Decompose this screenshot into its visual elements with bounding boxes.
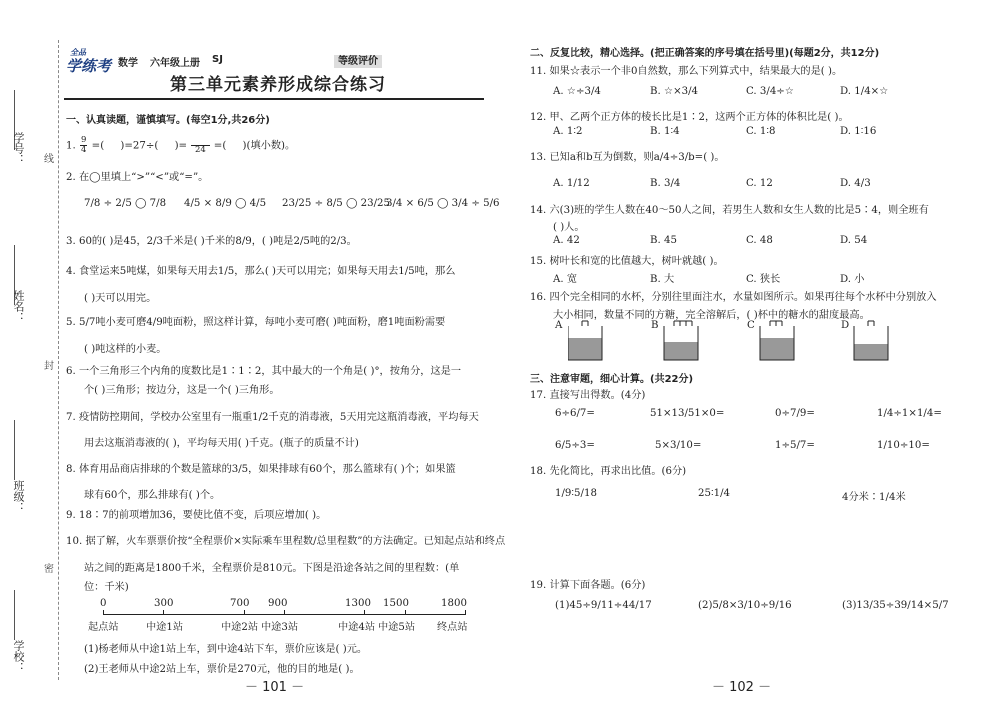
question-10-sub-1: (1)杨老师从中途1站上车，到中途4站下车，票价应该是( )元。	[84, 644, 368, 655]
q1-number: 1.	[66, 140, 76, 152]
q1-text-2: )=27÷(	[120, 140, 159, 152]
q13-option-b: B. 3/4	[650, 178, 681, 189]
question-19: 19. 计算下面各题。(6分)	[530, 580, 646, 591]
q2-item-2: 4/5 × 8/9 ◯ 4/5	[184, 198, 267, 209]
q17-item-3: 0÷7/9=	[775, 408, 815, 419]
q14-option-a: A. 42	[553, 235, 580, 246]
axis-tick	[405, 610, 406, 615]
question-4-line-2: ( )天可以用完。	[84, 293, 157, 304]
secret-mark: 密	[44, 564, 54, 575]
q11-option-a: A. ☆÷3/4	[553, 86, 601, 97]
station-4: 中途4站	[338, 622, 376, 633]
q11-option-d: D. 1/4×☆	[840, 86, 889, 97]
question-2	[66, 168, 208, 183]
q14-option-d: D. 54	[840, 235, 868, 246]
section-2-heading: 二、反复比较，精心选择。(把正确答案的序号填在括号里)(每题2分，共12分)	[530, 48, 880, 59]
q15-option-c: C. 狭长	[746, 274, 781, 285]
q1-text-5: )(填小数)。	[242, 140, 296, 152]
axis-tick	[284, 610, 285, 615]
q19-item-2: (2)5/8×3/10÷9/16	[698, 600, 792, 611]
q11-option-c: C. 3/4÷☆	[746, 86, 794, 97]
student-name-label: 姓名：	[12, 290, 25, 323]
beakers-figure	[568, 318, 908, 364]
question-14-line-1: 14. 六(3)班的学生人数在40～50人之间，若男生人数和女生人数的比是5∶4，则全班有	[530, 205, 929, 216]
question-11: 11. 如果☆表示一个非0自然数，那么下列算式中，结果最大的是( )。	[530, 66, 843, 77]
margin-line-4	[14, 590, 15, 640]
axis-num-700: 700	[230, 598, 250, 609]
question-10-sub-2: (2)王老师从中途2站上车，票价是270元，他的目的地是( )。	[84, 664, 360, 675]
q13-option-c: C. 12	[746, 178, 773, 189]
question-14-line-2: ( )人。	[553, 222, 585, 233]
q2-item-1: 7/8 ÷ 2/5 ◯ 7/8	[84, 198, 167, 209]
question-8-line-1: 8. 体育用品商店排球的个数是篮球的3/5，如果排球有60个，那么篮球有( )个；如果篮	[66, 464, 456, 475]
axis-num-1300: 1300	[345, 598, 371, 609]
station-start: 起点站	[88, 622, 119, 633]
question-6-line-2: 个( )三角形；按边分，这是一个( )三角形。	[84, 385, 280, 396]
station-end: 终点站	[437, 622, 468, 633]
question-10-line-2: 站之间的距离是1800千米，全程票价是810元。下图是沿途各站之间的里程数：(单	[84, 563, 460, 574]
q18-item-2: 25∶1/4	[698, 488, 731, 499]
header-subject: 数学	[118, 58, 138, 69]
question-5-line-2: ( )吨这样的小麦。	[84, 344, 167, 355]
q15-option-b: B. 大	[650, 274, 675, 285]
q1-fraction-2: 24	[191, 136, 209, 155]
question-8-line-2: 球有60个，那么排球有( )个。	[84, 490, 221, 501]
q1-fraction-1: $\frac{9}{4}$	[80, 135, 87, 155]
header-edition: SJ	[212, 54, 223, 65]
beaker-label-a: A	[555, 320, 563, 331]
station-2: 中途2站	[221, 622, 259, 633]
student-number-label: 学号：	[12, 132, 25, 165]
q17-item-2: 51×13/51×0=	[650, 408, 725, 419]
header-grade: 六年级上册	[150, 58, 200, 69]
logo: 学练考	[66, 57, 112, 75]
title-rule	[64, 98, 484, 100]
q1-text-4: =(	[213, 140, 227, 152]
page-number-right: － 102 －	[712, 680, 772, 695]
question-3: 3. 60的( )是45，2/3千米是( )千米的8/9，( )吨是2/5吨的2/3。	[66, 236, 357, 247]
question-10-line-3: 位：千米)	[84, 582, 129, 593]
question-15: 15. 树叶长和宽的比值越大，树叶就越( )。	[530, 256, 724, 267]
axis-num-0: 0	[100, 598, 107, 609]
question-12: 12. 甲、乙两个正方体的棱长比是1∶2，这两个正方体的体积比是( )。	[530, 112, 849, 123]
school-label: 学校：	[12, 640, 25, 673]
question-16-line-1: 16. 四个完全相同的水杯，分别往里面注水，水量如图所示。如果再往每个水杯中分别放入	[530, 292, 937, 303]
question-4-line-1: 4. 食堂运来5吨煤，如果每天用去1/5，那么( )天可以用完；如果每天用去1/5吨，那么	[66, 266, 456, 277]
axis-tick	[465, 610, 466, 615]
q13-option-d: D. 4/3	[840, 178, 871, 189]
axis-num-1800: 1800	[441, 598, 467, 609]
section-3-heading: 三、注意审题，细心计算。(共22分)	[530, 374, 694, 385]
station-5: 中途5站	[378, 622, 416, 633]
question-13: 13. 已知a和b互为倒数，则a/4÷3/b=( )。	[530, 152, 725, 163]
question-10-line-1: 10. 据了解，火车票票价按“全程票价×实际乘车里程数/总里程数”的方法确定。已知起点站和终点	[66, 536, 506, 547]
q14-option-b: B. 45	[650, 235, 677, 246]
q19-item-1: (1)45÷9/11÷44/17	[555, 600, 652, 611]
question-7-line-2: 用去这瓶消毒液的( )，平均每天用( )千克。(瓶子的质量不计)	[84, 438, 359, 449]
question-16-line-2: 大小相同，数量不同的方糖，完全溶解后，( )杯中的糖水的甜度最高。	[553, 310, 870, 321]
q12-option-d: D. 1∶16	[840, 126, 877, 137]
q2-text: 在◯里填上“>”“<”或“=”。	[78, 172, 209, 183]
q19-item-3: (3)13/35÷39/14×5/7	[842, 600, 949, 611]
q17-item-4: 1/4÷1×1/4=	[877, 408, 942, 419]
beaker-d	[854, 321, 888, 360]
q18-item-1: 1/9∶5/18	[555, 488, 597, 499]
cut-line-mark: 线	[44, 154, 54, 165]
question-18: 18. 先化简比，再求出比值。(6分)	[530, 466, 687, 477]
axis-num-900: 900	[268, 598, 288, 609]
q2-item-3: 23/25 ÷ 8/5 ◯ 23/25	[282, 198, 391, 209]
cut-dashed-line	[58, 40, 59, 680]
q17-item-6: 5×3/10=	[655, 440, 702, 451]
question-17: 17. 直接写出得数。(4分)	[530, 390, 646, 401]
q15-option-a: A. 宽	[553, 274, 578, 285]
q17-item-8: 1/10÷10=	[877, 440, 930, 451]
q1-text-1: =(	[91, 140, 105, 152]
q1-text-3: )=	[174, 140, 188, 152]
beaker-b	[664, 321, 698, 360]
q2-item-4: 3/4 × 6/5 ◯ 3/4 ÷ 5/6	[386, 198, 500, 209]
q12-option-c: C. 1∶8	[746, 126, 776, 137]
station-1: 中途1站	[146, 622, 184, 633]
grade-badge-box	[334, 52, 466, 67]
page-title: 第三单元素养形成综合练习	[170, 75, 386, 95]
question-1	[66, 136, 295, 155]
q2-number: 2.	[66, 172, 76, 183]
q13-option-a: A. 1/12	[553, 178, 590, 189]
question-9: 9. 18∶7的前项增加36，要使比值不变，后项应增加( )。	[66, 510, 327, 521]
q15-option-d: D. 小	[840, 274, 865, 285]
beaker-a	[568, 321, 602, 360]
axis-tick	[103, 610, 104, 615]
axis-tick	[244, 610, 245, 615]
beaker-c	[760, 321, 794, 360]
question-7-line-1: 7. 疫情防控期间，学校办公室里有一瓶重1/2千克的消毒液，5天用完这瓶消毒液，平均每天	[66, 412, 479, 423]
q14-option-c: C. 48	[746, 235, 773, 246]
question-5-line-1: 5. 5/7吨小麦可磨4/9吨面粉，照这样计算，每吨小麦可磨( )吨面粉，磨1吨面粉需要	[66, 317, 446, 328]
q17-item-5: 6/5÷3=	[555, 440, 595, 451]
axis-num-300: 300	[154, 598, 174, 609]
question-6-line-1: 6. 一个三角形三个内角的度数比是1∶1∶2，其中最大的一个角是( )°，按角分，这是一	[66, 366, 462, 377]
q11-option-b: B. ☆×3/4	[650, 86, 699, 97]
beaker-label-b: B	[651, 320, 659, 331]
seal-mark: 封	[44, 361, 54, 372]
axis-num-1500: 1500	[383, 598, 409, 609]
logo-top: 全品	[70, 48, 86, 57]
axis-tick	[163, 610, 164, 615]
grade-badge: 等级评价	[334, 55, 382, 68]
q17-item-7: 1÷5/7=	[775, 440, 815, 451]
axis-tick	[364, 610, 365, 615]
margin-line-3	[14, 420, 15, 480]
q18-item-3: 4分米∶1/4米	[842, 492, 906, 503]
beaker-label-c: C	[747, 320, 755, 331]
q12-option-a: A. 1∶2	[553, 126, 583, 137]
station-3: 中途3站	[261, 622, 299, 633]
q17-item-1: 6÷6/7=	[555, 408, 595, 419]
beaker-label-d: D	[841, 320, 850, 331]
page-number-left: － 101 －	[245, 680, 305, 695]
q12-option-b: B. 1∶4	[650, 126, 680, 137]
section-1-heading: 一、认真读题，谨慎填写。(每空1分,共26分)	[66, 115, 270, 126]
class-label: 班级：	[12, 480, 25, 513]
